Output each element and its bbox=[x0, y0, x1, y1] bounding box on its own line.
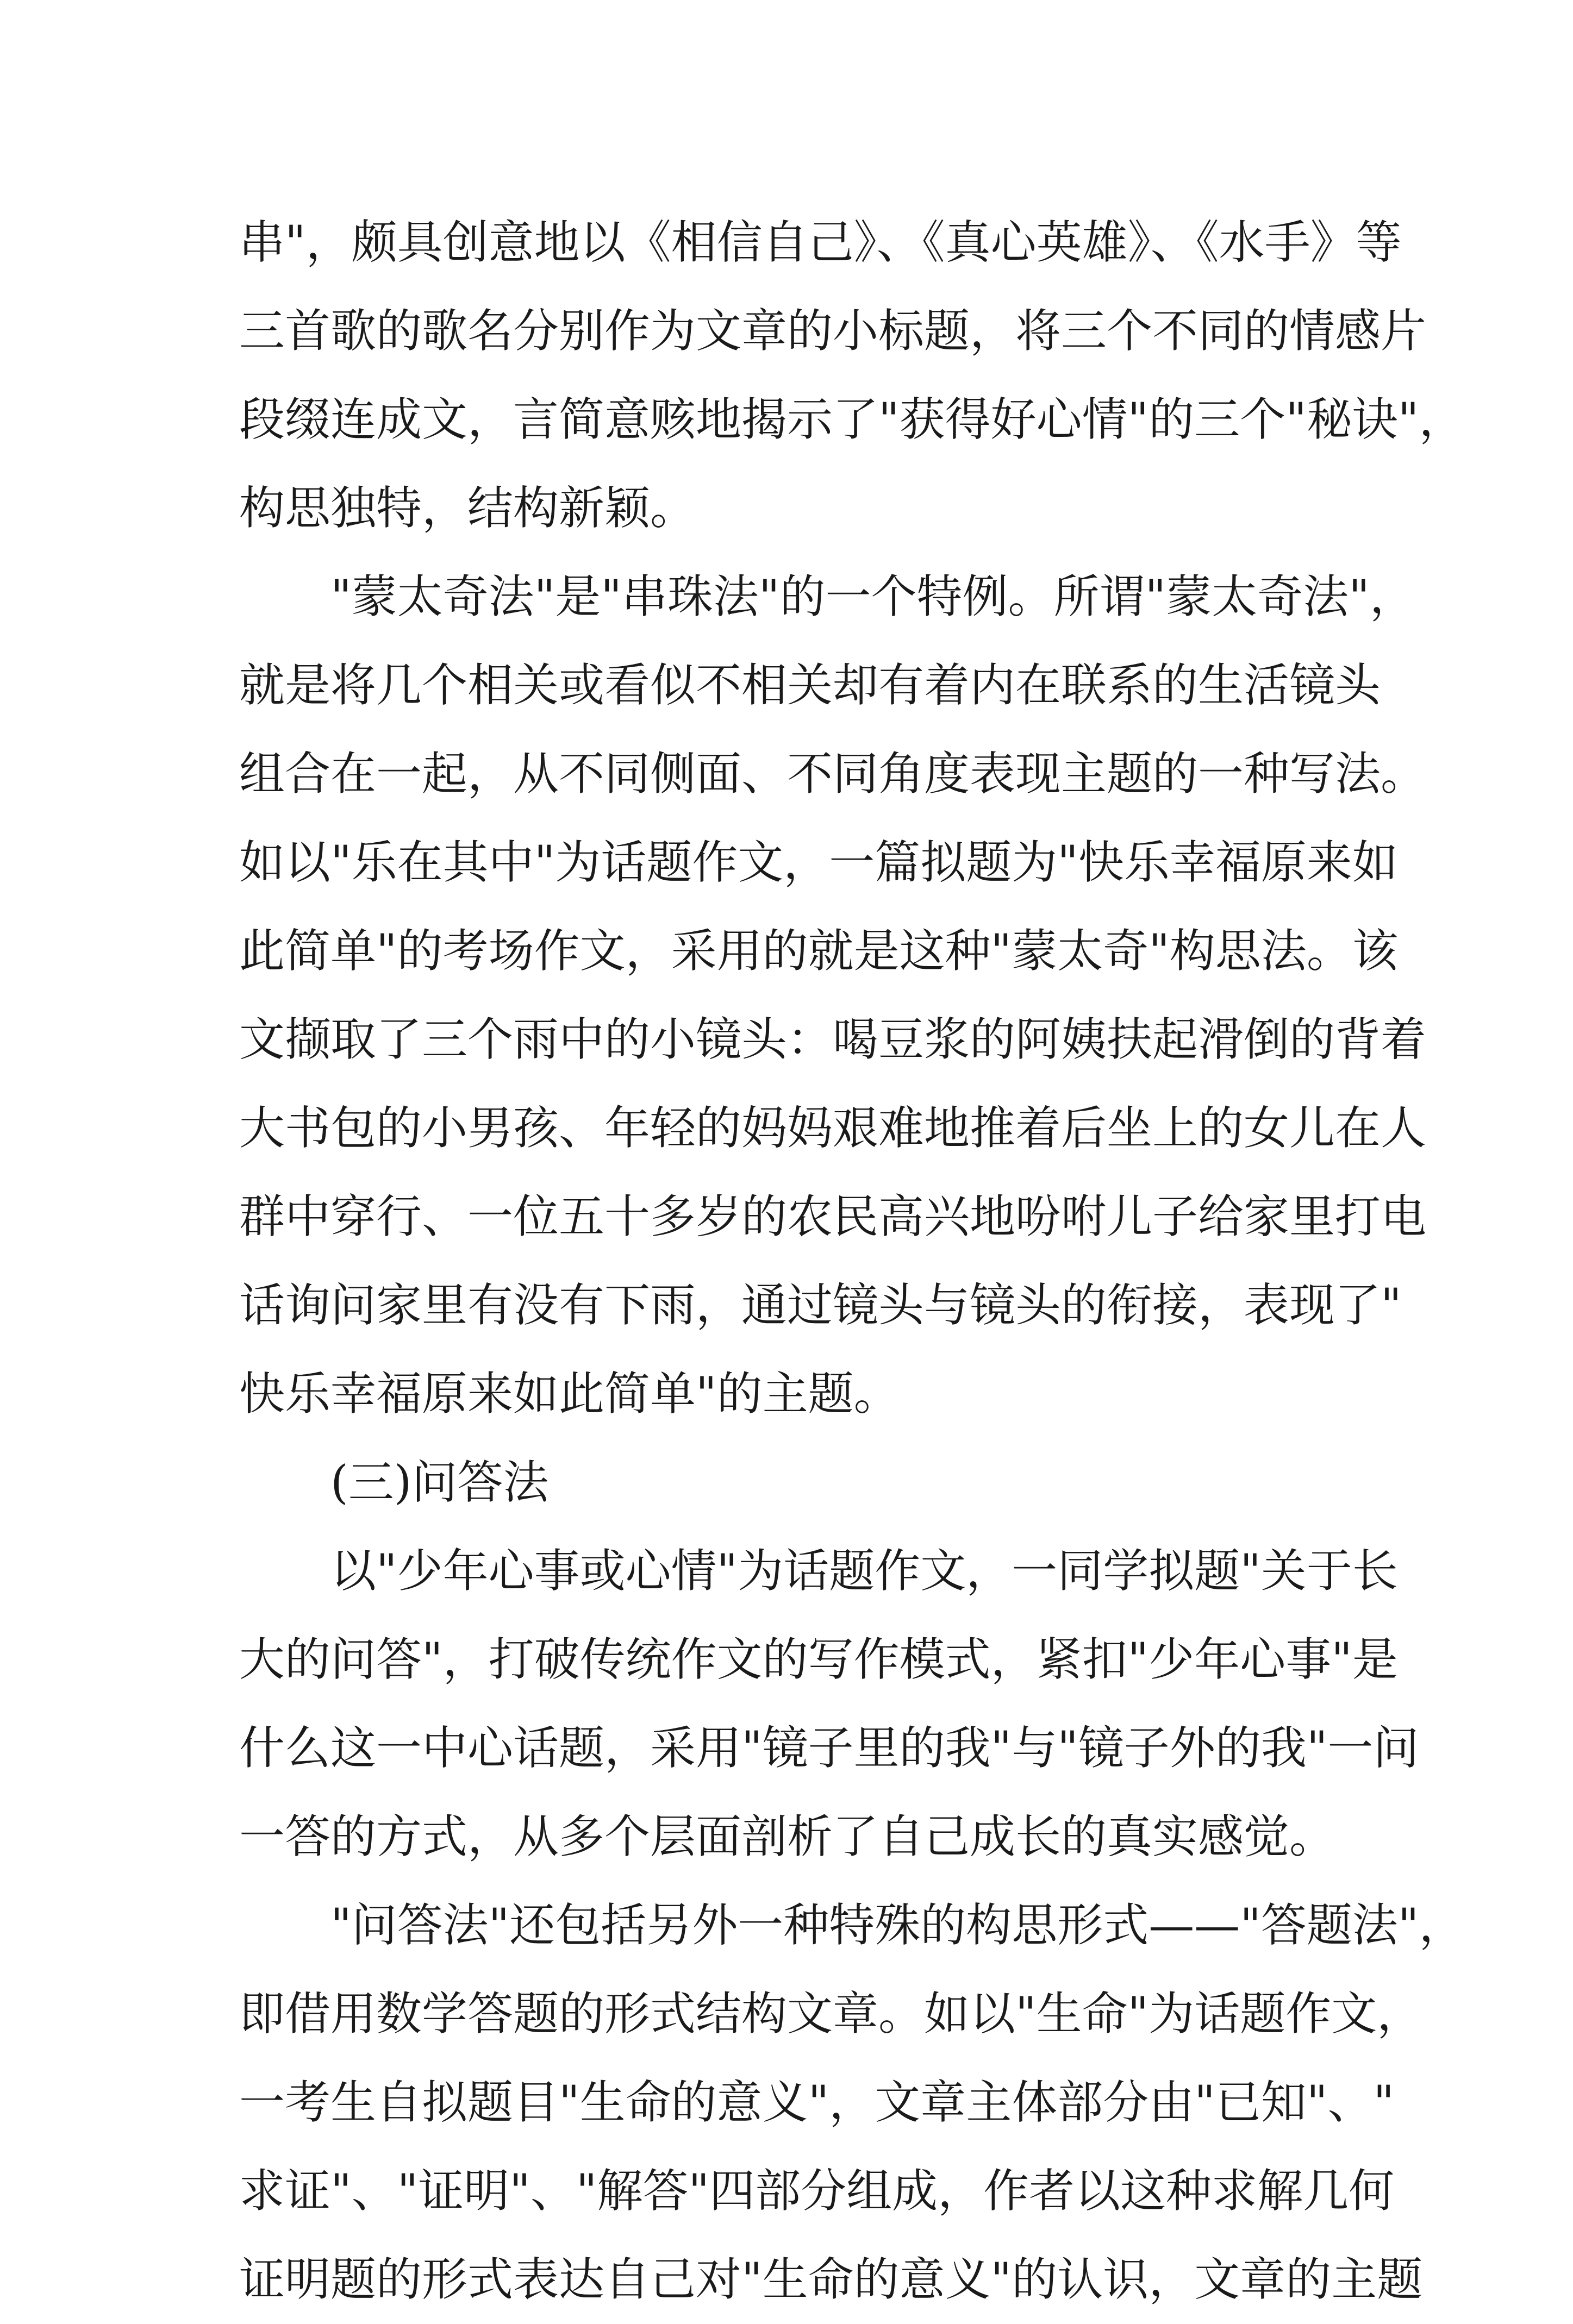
paragraph-start-line: 以"少年心事或心情"为话题作文，一同学拟题"关于长 bbox=[330, 1544, 1398, 1598]
section-heading: (三)问答法 bbox=[330, 1456, 549, 1509]
text-line: 一考生自拟题目"生命的意义"，文章主体部分由"已知"、" bbox=[239, 2076, 1395, 2129]
paragraph-start-line: "问答法"还包括另外一种特殊的构思形式——"答题法"， bbox=[330, 1899, 1465, 1952]
text-line: 此简单"的考场作文，采用的就是这种"蒙太奇"构思法。该 bbox=[239, 924, 1398, 978]
text-line: 三首歌的歌名分别作为文章的小标题，将三个不同的情感片 bbox=[239, 304, 1427, 358]
text-line: 如以"乐在其中"为话题作文，一篇拟题为"快乐幸福原来如 bbox=[239, 836, 1398, 889]
text-line: 构思独特，结构新颖。 bbox=[239, 481, 696, 535]
text-line: 段缀连成文，言简意赅地揭示了"获得好心情"的三个"秘诀"， bbox=[239, 393, 1465, 446]
text-line: 话询问家里有没有下雨，通过镜头与镜头的衔接，表现了" bbox=[239, 1279, 1402, 1332]
body-text bbox=[239, 198, 1465, 2324]
text-line: 什么这一中心话题，采用"镜子里的我"与"镜子外的我"一问 bbox=[239, 1721, 1419, 1775]
text-line: 群中穿行、一位五十多岁的农民高兴地吩咐儿子给家里打电 bbox=[239, 1190, 1427, 1243]
text-line: 即借用数学答题的形式结构文章。如以"生命"为话题作文， bbox=[239, 1987, 1423, 2040]
text-line: 文撷取了三个雨中的小镜头：喝豆浆的阿姨扶起滑倒的背着 bbox=[239, 1013, 1427, 1066]
text-line: 组合在一起，从不同侧面、不同角度表现主题的一种写法。 bbox=[239, 747, 1427, 800]
text-line: 求证"、"证明"、"解答"四部分组成，作者以这种求解几何 bbox=[239, 2164, 1395, 2217]
text-line: 大书包的小男孩、年轻的妈妈艰难地推着后坐上的女儿在人 bbox=[239, 1101, 1427, 1155]
text-line: 就是将几个相关或看似不相关却有着内在联系的生活镜头 bbox=[239, 659, 1381, 712]
text-line: 证明题的形式表达自己对"生命的意义"的认识，文章的主题 bbox=[239, 2253, 1423, 2306]
text-line: 一答的方式，从多个层面剖析了自己成长的真实感觉。 bbox=[239, 1810, 1335, 1863]
text-line: 快乐幸福原来如此简单"的主题。 bbox=[239, 1367, 900, 1420]
text-line: 串"，颇具创意地以《相信自己》、《真心英雄》、《水手》等 bbox=[239, 216, 1402, 269]
paragraph-start-line: "蒙太奇法"是"串珠法"的一个特例。所谓"蒙太奇法"， bbox=[330, 570, 1415, 623]
text-line: 大的问答"，打破传统作文的写作模式，紧扣"少年心事"是 bbox=[239, 1633, 1398, 1686]
